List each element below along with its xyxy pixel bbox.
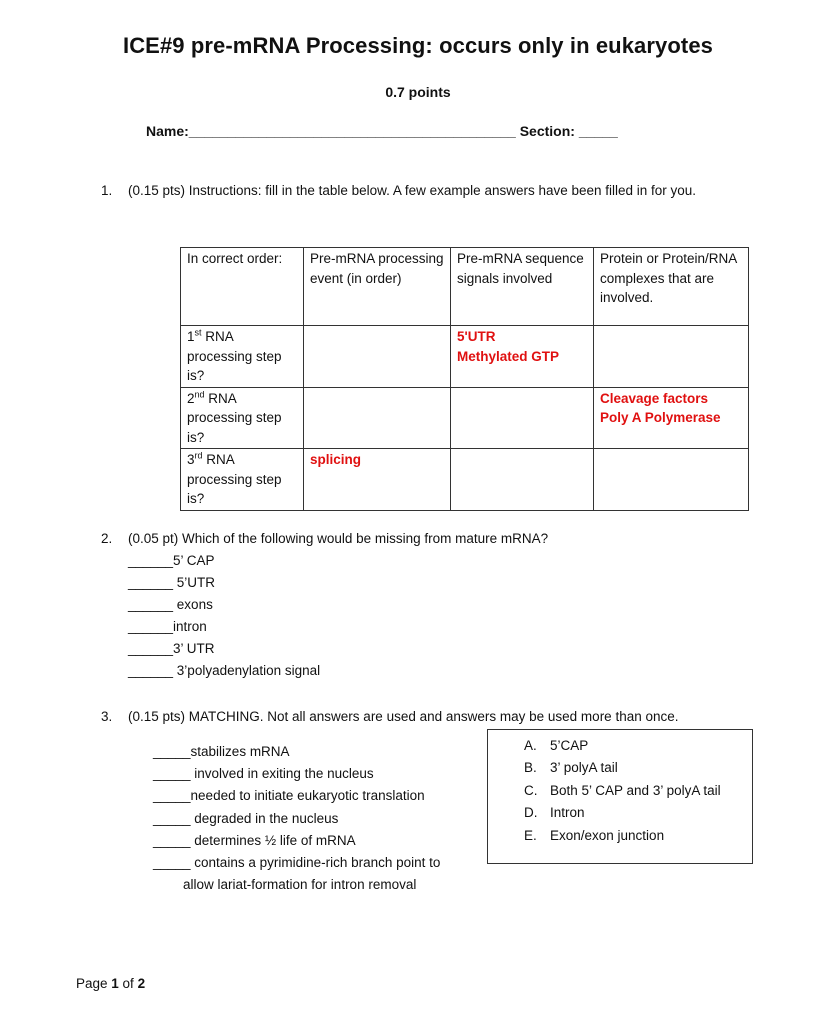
matching-item[interactable]: _____ degraded in the nucleus xyxy=(153,810,339,826)
matching-item[interactable]: _____ involved in exiting the nucleus xyxy=(153,766,374,782)
name-section-line: Name:__________________________________________ Section: _____ xyxy=(146,123,618,139)
answer-choice xyxy=(524,825,695,847)
question-text: (0.15 pts) MATCHING. Not all answers are used and answers may be used more than once. xyxy=(128,709,679,724)
step-ordinal: 2 xyxy=(187,390,195,406)
answer-blank-option[interactable]: ______ 5’UTR xyxy=(128,575,216,590)
choice-text: 3’ polyA tail xyxy=(550,760,618,776)
question-text: (0.05 pt) Which of the following would be missing from mature mRNA? xyxy=(128,531,549,546)
table-header-cell: In correct order: xyxy=(181,248,304,326)
event-cell[interactable] xyxy=(304,387,451,449)
step-label-text: RNA processing step is? xyxy=(187,390,282,445)
matching-item[interactable]: _____needed to initiate eukaryotic translation xyxy=(153,788,425,804)
step-ordinal-suffix: nd xyxy=(194,389,205,399)
answer-blank-option[interactable]: ______3’ UTR xyxy=(128,641,215,656)
processing-table xyxy=(180,247,749,511)
choice-letter: A. xyxy=(524,738,537,753)
table-header-cell: Pre-mRNA sequence signals involved xyxy=(451,248,594,326)
step-label-text: RNA processing step is? xyxy=(187,452,282,506)
answer-choice xyxy=(524,780,721,802)
choice-letter: B. xyxy=(524,760,537,776)
event-cell[interactable] xyxy=(304,326,451,388)
matching-item[interactable]: _____stabilizes mRNA xyxy=(153,744,290,759)
choice-text: Both 5’ CAP and 3’ polyA tail xyxy=(550,782,721,798)
step-ordinal-suffix: st xyxy=(194,327,202,338)
signals-text: 5'UTR Methylated GTP xyxy=(457,329,560,364)
footer-total-pages: 2 xyxy=(137,976,146,991)
step-label-cell xyxy=(181,449,304,511)
table-header-cell: Pre-mRNA processing event (in order) xyxy=(304,248,451,326)
q2-options xyxy=(128,550,320,682)
choice-text: Exon/exon junction xyxy=(550,827,665,843)
matching-item[interactable]: _____ determines ½ life of mRNA xyxy=(153,832,356,848)
question-number: 3. xyxy=(101,709,113,724)
question-number: 1. xyxy=(101,183,113,198)
proteins-text: Cleavage factors Poly A Polymerase xyxy=(600,390,721,425)
step-ordinal: 1 xyxy=(187,329,195,344)
matching-item[interactable]: _____ contains a pyrimidine-rich branch point to xyxy=(153,855,441,871)
proteins-cell[interactable] xyxy=(594,387,749,449)
table-row xyxy=(181,387,749,449)
step-label-cell xyxy=(181,387,304,449)
page-title: ICE#9 pre-mRNA Processing: occurs only in eukaryotes xyxy=(122,33,713,58)
footer-page-word: Page xyxy=(76,976,112,991)
matching-item-continued: allow lariat-formation for intron removal xyxy=(153,877,417,893)
proteins-cell[interactable] xyxy=(594,449,749,511)
answer-choices-list xyxy=(524,735,721,847)
choice-letter: C. xyxy=(524,782,538,798)
signals-cell[interactable] xyxy=(451,387,594,449)
step-ordinal-suffix: rd xyxy=(194,450,203,461)
answer-blank-option[interactable]: ______5’ CAP xyxy=(128,553,215,568)
choice-letter: D. xyxy=(524,805,538,821)
question-text: (0.15 pts) Instructions: fill in the table below. A few example answers have been filled in for you. xyxy=(128,183,697,198)
answer-choice xyxy=(524,757,695,779)
choice-text: 5’CAP xyxy=(550,738,589,753)
matching-items xyxy=(153,741,440,896)
table-row xyxy=(181,326,749,388)
footer-current-page: 1 xyxy=(111,976,119,991)
proteins-cell[interactable] xyxy=(594,326,749,388)
step-ordinal: 3 xyxy=(187,452,195,467)
signals-cell[interactable] xyxy=(451,326,594,388)
signals-cell[interactable] xyxy=(451,449,594,511)
table-header-cell: Protein or Protein/RNA complexes that are involved. xyxy=(594,248,749,326)
choice-text: Intron xyxy=(550,805,585,821)
points-label: 0.7 points xyxy=(385,84,451,100)
table-row xyxy=(181,449,749,511)
step-label-text: RNA processing step is? xyxy=(187,329,282,383)
answer-choice xyxy=(524,802,695,824)
question-number: 2. xyxy=(101,531,113,546)
answer-blank-option[interactable]: ______ exons xyxy=(128,597,213,612)
table-header-row xyxy=(181,248,749,326)
page-footer xyxy=(76,976,145,991)
choice-letter: E. xyxy=(524,827,537,843)
answer-blank-option[interactable]: ______ 3’polyadenylation signal xyxy=(128,663,321,678)
answer-blank-option[interactable]: ______intron xyxy=(128,619,207,634)
footer-of-word: of xyxy=(118,976,138,991)
event-cell[interactable]: splicing xyxy=(304,449,451,511)
step-label-cell xyxy=(181,326,304,388)
answer-choice xyxy=(524,735,695,757)
answer-choices-box xyxy=(487,729,753,864)
